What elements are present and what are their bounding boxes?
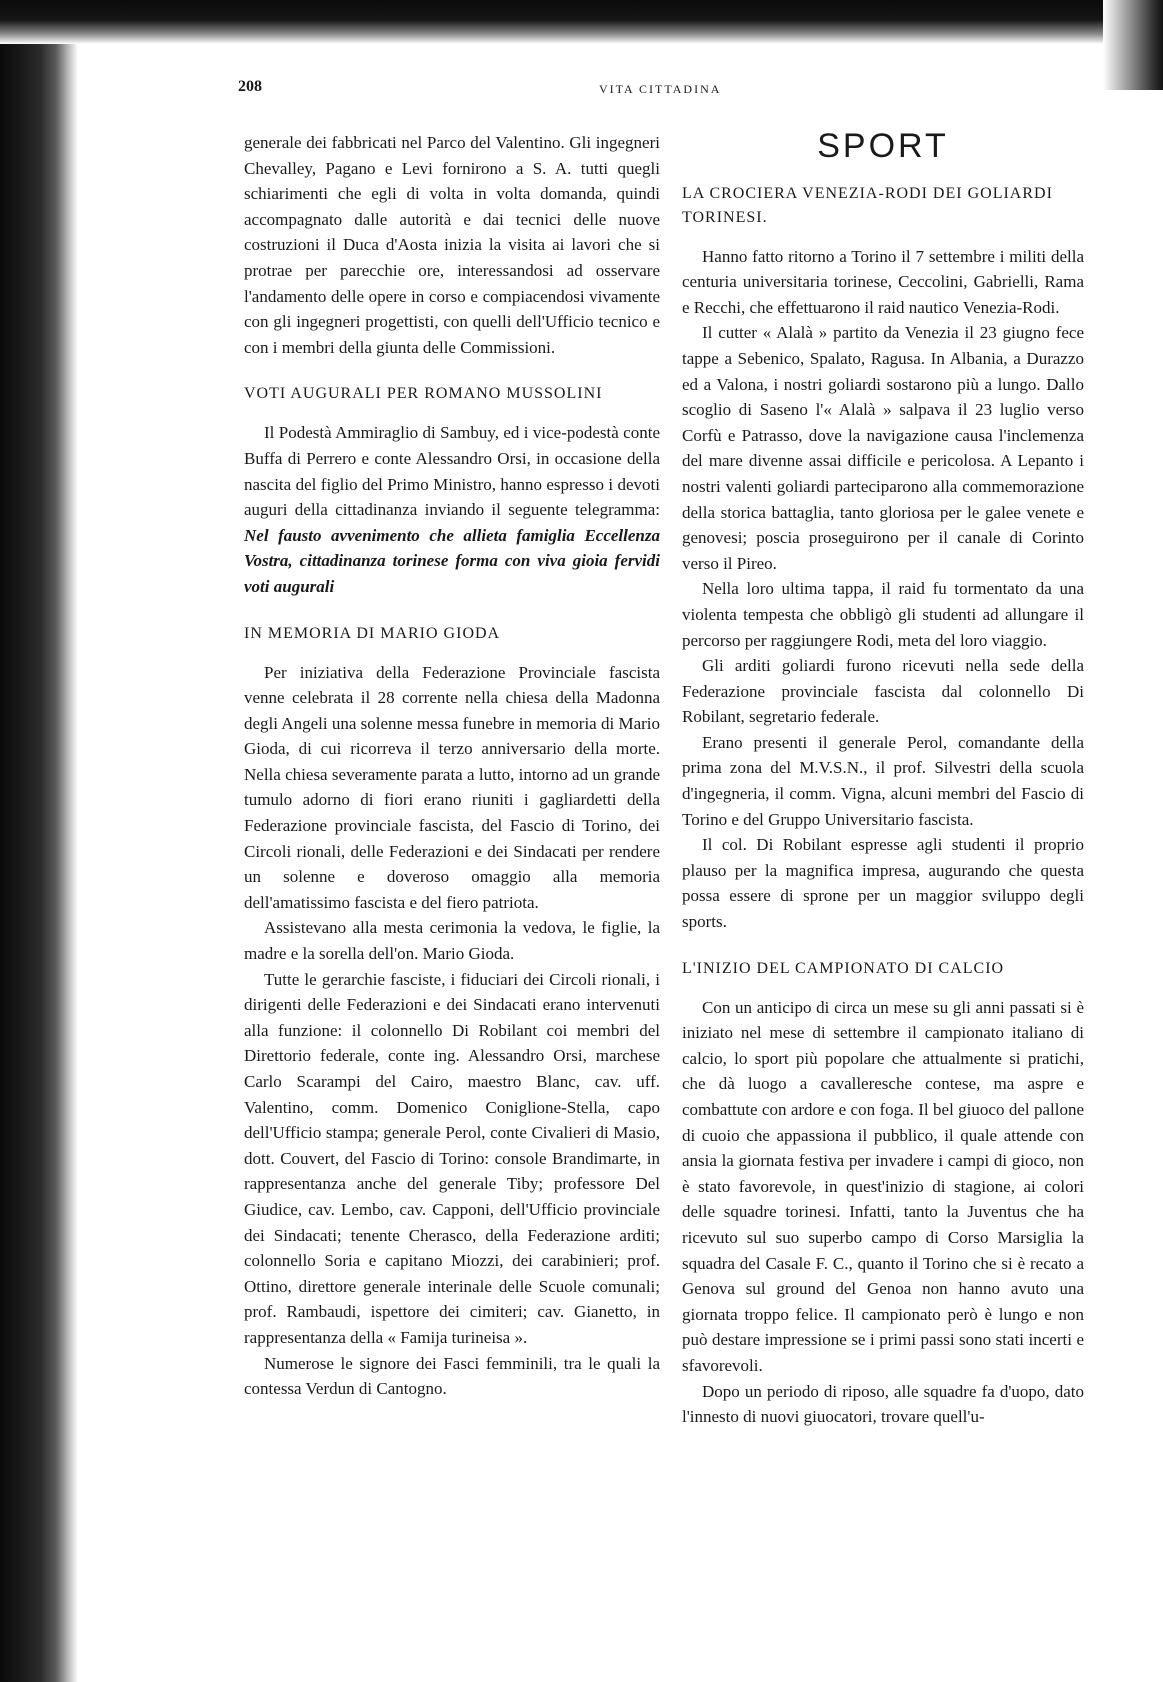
running-head: VITA CITTADINA — [599, 82, 722, 96]
scan-shadow-corner — [1103, 0, 1163, 90]
section-heading: VOTI AUGURALI PER ROMANO MUSSOLINI — [244, 385, 603, 403]
page-header — [238, 78, 798, 100]
section-heading: L'INIZIO DEL CAMPIONATO DI CALCIO — [682, 959, 1005, 977]
paragraph: Dopo un periodo di riposo, alle squadre fa d'uopo, dato l'innesto di nuovi giuocatori, trovare quell'u- — [682, 1381, 1084, 1427]
paragraph: Assistevano alla mesta cerimonia la vedova, le figlie, la madre e la sorella dell'on. Mario Gioda. — [244, 918, 660, 964]
paragraph: generale dei fabbricati nel Parco del Valentino. Gli ingegneri Chevalley, Pagano e Levi fornirono a S. A. tutti quegli schiarimenti che egli di volta in volta domanda, quindi accompagnato dalle autorità e dai tecnici delle nuove costruzioni il Duca d'Aosta inizia la visita ai lavori che si protrae per parecchie ore, interessandosi ad osservare l'andamento delle opere in corso e compiacendosi vivamente con gli ingegneri progettisti, con quelli dell'Ufficio tecnico e con i membri della giunta delle Commissioni. — [244, 133, 660, 357]
paragraph: Per iniziativa della Federazione Provinciale fascista venne celebrata il 28 corrente nella chiesa della Madonna degli Angeli una solenne messa funebre in memoria di Mario Gioda, di cui ricorreva il terzo anniversario della morte. Nella chiesa severamente parata a lutto, intorno ad un grande tumulo adorno di fiori erano riuniti i gagliardetti della Federazione provinciale fascista, del Fascio di Torino, dei Circoli rionali, delle Federazioni e dei Sindacati per rendere un solenne e doveroso omaggio alla memoria dell'amatissimo fascista e del fiero patriota. — [244, 662, 660, 912]
paragraph: Hanno fatto ritorno a Torino il 7 settembre i militi della centuria universitaria torinese, Ceccolini, Gabrielli, Rama e Recchi, che effettuarono il raid nautico Venezia-Rodi. — [682, 246, 1084, 317]
paragraph: Gli arditi goliardi furono ricevuti nella sede della Federazione provinciale fascista dal colonnello Di Robilant, segretario federale. — [682, 656, 1084, 727]
section-heading: IN MEMORIA DI MARIO GIODA — [244, 624, 501, 642]
section-title: SPORT — [817, 127, 949, 165]
paragraph: Erano presenti il generale Perol, comandante della prima zona del M.V.S.N., il prof. Silvestri della scuola d'ingegneria, il comm. Vigna, alcuni membri del Fascio di Torino e del Gruppo Universitario fascista. — [682, 732, 1084, 829]
scan-shadow-left — [0, 0, 78, 1682]
paragraph: Nella loro ultima tappa, il raid fu tormentato da una violenta tempesta che obbligò gli studenti ad allungare il percorso per raggiungere Rodi, meta del loro viaggio. — [682, 579, 1084, 650]
telegram-text: Nel fausto avvenimento che allieta famiglia Eccellenza Vostra, cittadinanza torinese forma con viva gioia fervidi voti augurali — [244, 525, 660, 596]
paragraph: Numerose le signore dei Fasci femminili, tra le quali la contessa Verdun di Cantogno. — [244, 1353, 660, 1399]
scan-shadow-top — [0, 0, 1163, 44]
paragraph-text: Il Podestà Ammiraglio di Sambuy, ed i vice-podestà conte Buffa di Perrero e conte Alessandro Orsi, in occasione della nascita del figlio del Primo Ministro, hanno espresso i devoti auguri della cittadinanza inviando il seguente telegramma: — [244, 423, 660, 520]
paragraph: Tutte le gerarchie fasciste, i fiduciari dei Circoli rionali, i dirigenti delle Federazioni e dei Sindacati erano intervenuti alla funzione: il colonnello Di Robilant coi membri del Direttorio federale, conte ing. Alessandro Orsi, marchese Carlo Scarampi del Cairo, maestro Blanc, cav. uff. Valentino, comm. Domenico Coniglione-Stella, capo dell'Ufficio stampa; generale Perol, conte Civalieri di Masio, dott. Couvert, del Fascio di Torino: console Brandimarte, in rappresentanza anche del generale Tiby; professore Del Giudice, cav. Lembo, cav. Capponi, dell'Ufficio provinciale dei Sindacati; tenente Cherasco, della Federazione arditi; colonnello Soria e capitano Miozzi, dei carabinieri; prof. Ottino, direttore generale interinale delle Scuole comunali; prof. Rambaudi, ispettore dei cimiteri; cav. Gianetto, in rappresentanza della « Famija turineisa ». — [244, 969, 660, 1347]
paragraph — [244, 420, 660, 599]
section-heading: LA CROCIERA VENEZIA-RODI DEI GOLIARDI TORINESI. — [682, 184, 1053, 226]
paragraph: Con un anticipo di circa un mese su gli anni passati si è iniziato nel mese di settembre il campionato italiano di calcio, lo sport più popolare che attualmente si pratichi, che dà luogo a cavalleresche contese, ma aspre e combattute con ardore e con foga. Il bel giuoco del pallone di cuoio che appassiona il pubblico, il quale attende con ansia la giornata festiva per invadere i campi di gioco, non è stato favorevole, in quest'inizio di stagione, ai colori delle squadre torinesi. Infatti, tanto la Juventus che ha ricevuto sul suo superbo campo di Corso Marsiglia la squadra del Casale F. C., quanto il Torino che si è recato a Genova sul ground del Genoa non hanno avuto una giornata troppo felice. Il campionato però è lungo e non può destare impressione se i primi passi sono stati incerti e sfavorevoli. — [682, 997, 1084, 1375]
left-column — [244, 130, 660, 1402]
paragraph: Il col. Di Robilant espresse agli studenti il proprio plauso per la magnifica impresa, augurando che questa possa essere di sprone per un maggior sviluppo degli sports. — [682, 835, 1084, 932]
right-column — [682, 127, 1084, 1430]
paragraph: Il cutter « Alalà » partito da Venezia il 23 giugno fece tappe a Sebenico, Spalato, Ragusa. In Albania, a Durazzo ed a Valona, i nostri goliardi sostarono più a lungo. Dallo scoglio di Saseno l'« Alalà » salpava il 23 luglio verso Corfù e Patrasso, dove la navigazione causa l'inclemenza del mare divenne assai difficile e pericolosa. A Lepanto i nostri valenti goliardi parteciparono alla commemorazione della storica battaglia, tanto gloriosa per le galee venete e genovesi; poscia proseguirono per il canale di Corinto verso il Pireo. — [682, 323, 1084, 573]
page-number: 208 — [238, 78, 262, 95]
